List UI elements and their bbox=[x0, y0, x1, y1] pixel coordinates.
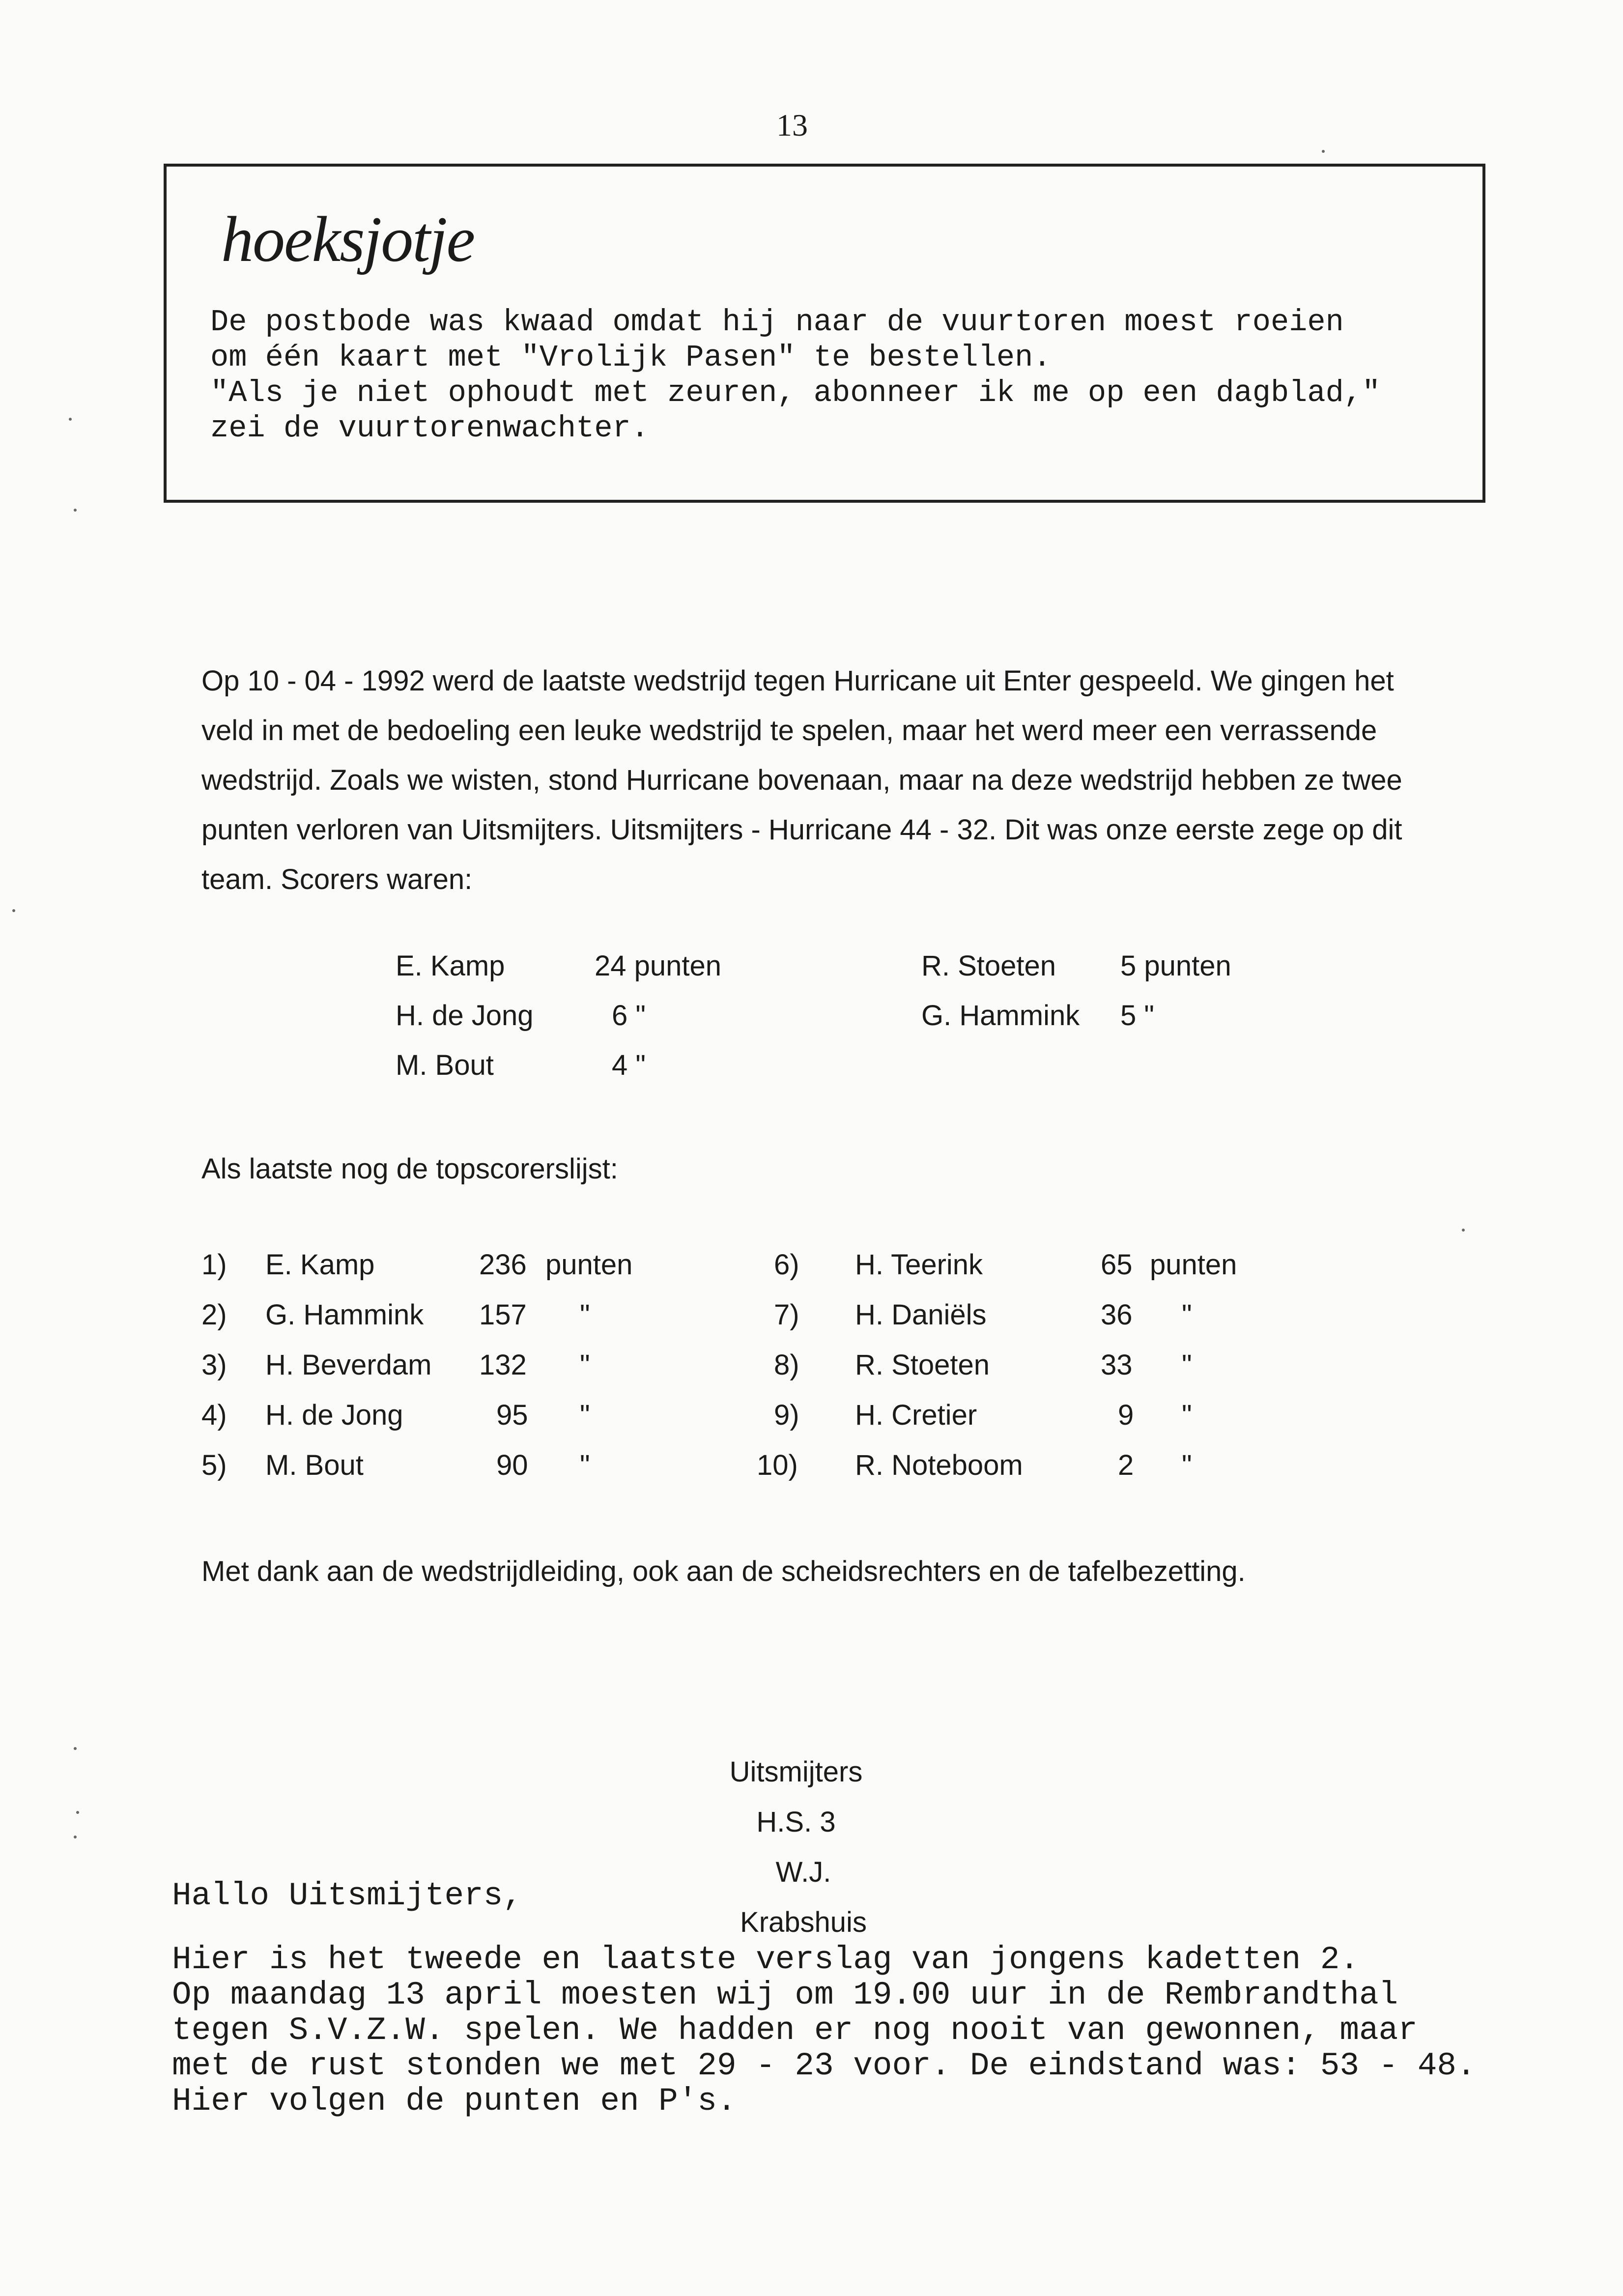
rank: 9) bbox=[774, 1399, 799, 1431]
rank: 3) bbox=[201, 1349, 227, 1381]
scorer-points: 5 punten bbox=[1120, 950, 1231, 982]
rank: 2) bbox=[201, 1299, 227, 1331]
scan-speck bbox=[12, 909, 15, 912]
letter-line: tegen S.V.Z.W. spelen. We hadden er nog nooit van gewonnen, maar bbox=[172, 2012, 1418, 2049]
scan-speck bbox=[74, 1747, 77, 1750]
points-unit: " bbox=[1182, 1399, 1192, 1431]
player-name: G. Hammink bbox=[265, 1299, 424, 1331]
points-unit: " bbox=[1182, 1349, 1192, 1381]
player-name: R. Noteboom bbox=[855, 1449, 1023, 1481]
letter-line: met de rust stonden we met 29 - 23 voor. De eindstand was: 53 - 48. bbox=[172, 2047, 1476, 2084]
player-points: 9 bbox=[1118, 1399, 1134, 1431]
player-points: 2 bbox=[1118, 1449, 1134, 1481]
scorer-name: R. Stoeten bbox=[921, 950, 1056, 982]
player-points: 157 bbox=[479, 1299, 527, 1331]
player-points: 236 bbox=[479, 1249, 527, 1281]
scan-speck bbox=[69, 418, 72, 421]
player-points: 33 bbox=[1101, 1349, 1133, 1381]
player-name: H. Cretier bbox=[855, 1399, 977, 1431]
player-name: H. Teerink bbox=[855, 1249, 983, 1281]
hoeksjotje-line: zei de vuurtorenwachter. bbox=[210, 411, 649, 446]
points-unit: " bbox=[1182, 1449, 1192, 1481]
player-points: 36 bbox=[1101, 1299, 1133, 1331]
scan-speck bbox=[1322, 150, 1325, 153]
points-unit: " bbox=[580, 1299, 590, 1331]
points-unit: " bbox=[1182, 1299, 1192, 1331]
player-points: 65 bbox=[1101, 1249, 1133, 1281]
rank: 8) bbox=[774, 1349, 799, 1381]
points-unit: " bbox=[580, 1349, 590, 1381]
hoeksjotje-title: hoeksjotje bbox=[221, 203, 475, 275]
signature-name: W.J. Krabshuis bbox=[740, 1856, 867, 1938]
scorer-name: M. Bout bbox=[396, 1049, 494, 1081]
player-name: E. Kamp bbox=[265, 1249, 375, 1281]
letter-line: Op maandag 13 april moesten wij om 19.00 uur in de Rembrandthal bbox=[172, 1977, 1398, 2013]
points-unit: " bbox=[580, 1449, 590, 1481]
scan-speck bbox=[76, 1811, 79, 1814]
hoeksjotje-line: om één kaart met "Vrolijk Pasen" te bestellen. bbox=[210, 340, 1052, 375]
signature-team: Uitsmijters H.S. 3 bbox=[729, 1756, 863, 1838]
player-name: M. Bout bbox=[265, 1449, 364, 1481]
player-points: 90 bbox=[496, 1449, 528, 1481]
topscorers-heading: Als laatste nog de topscorerslijst: bbox=[201, 1153, 618, 1185]
letter bbox=[172, 1878, 1476, 2119]
rank: 7) bbox=[774, 1299, 799, 1331]
scorer-name: E. Kamp bbox=[396, 950, 505, 982]
letter-line: Hier volgen de punten en P's. bbox=[172, 2083, 737, 2120]
letter-greeting: Hallo Uitsmijters, bbox=[172, 1877, 522, 1914]
rank: 1) bbox=[201, 1249, 227, 1281]
player-name: H. Daniëls bbox=[855, 1299, 987, 1331]
player-points: 132 bbox=[479, 1349, 527, 1381]
scan-speck bbox=[1462, 1229, 1465, 1232]
player-name: H. Beverdam bbox=[265, 1349, 432, 1381]
rank: 6) bbox=[774, 1249, 799, 1281]
scan-speck bbox=[74, 1836, 77, 1838]
rank: 10) bbox=[757, 1449, 798, 1481]
scorer-points: 6 " bbox=[612, 1000, 646, 1032]
player-name: H. de Jong bbox=[265, 1399, 403, 1431]
match-report-paragraph: Op 10 - 04 - 1992 werd de laatste wedstrijd tegen Hurricane uit Enter gespeeld. We gingen het veld in met de bedoeling een leuke wedstrijd te spelen, maar het werd meer een verrassende wedstrijd. Zoals we wisten, stond Hurricane bovenaan, maar na deze wedstrijd hebben ze twee punten verloren van Uitsmijters. Uitsmijters - Hurricane 44 - 32. Dit was onze eerste zege op dit team. Scorers waren: bbox=[201, 665, 1402, 895]
hoeksjotje-line: "Als je niet ophoudt met zeuren, abonneer ik me op een dagblad," bbox=[210, 375, 1381, 410]
scorer-points: 5 " bbox=[1120, 1000, 1154, 1032]
scorer-name: G. Hammink bbox=[921, 1000, 1080, 1032]
scan-speck bbox=[74, 509, 77, 512]
letter-line: Hier is het tweede en laatste verslag van jongens kadetten 2. bbox=[172, 1941, 1359, 1978]
scorer-points: 4 " bbox=[612, 1049, 646, 1081]
rank: 5) bbox=[201, 1449, 227, 1481]
page-number: 13 bbox=[776, 108, 808, 143]
points-unit: " bbox=[580, 1399, 590, 1431]
player-points: 95 bbox=[496, 1399, 528, 1431]
rank: 4) bbox=[201, 1399, 227, 1431]
points-unit: punten bbox=[1150, 1249, 1237, 1281]
scorer-points: 24 punten bbox=[595, 950, 722, 982]
thanks-paragraph: Met dank aan de wedstrijdleiding, ook aan de scheidsrechters en de tafelbezetting. bbox=[201, 1555, 1246, 1587]
hoeksjotje-line: De postbode was kwaad omdat hij naar de vuurtoren moest roeien bbox=[210, 305, 1344, 340]
scorer-name: H. de Jong bbox=[396, 1000, 534, 1032]
hoeksjotje-text bbox=[210, 305, 1468, 446]
points-unit: punten bbox=[545, 1249, 633, 1281]
player-name: R. Stoeten bbox=[855, 1349, 990, 1381]
